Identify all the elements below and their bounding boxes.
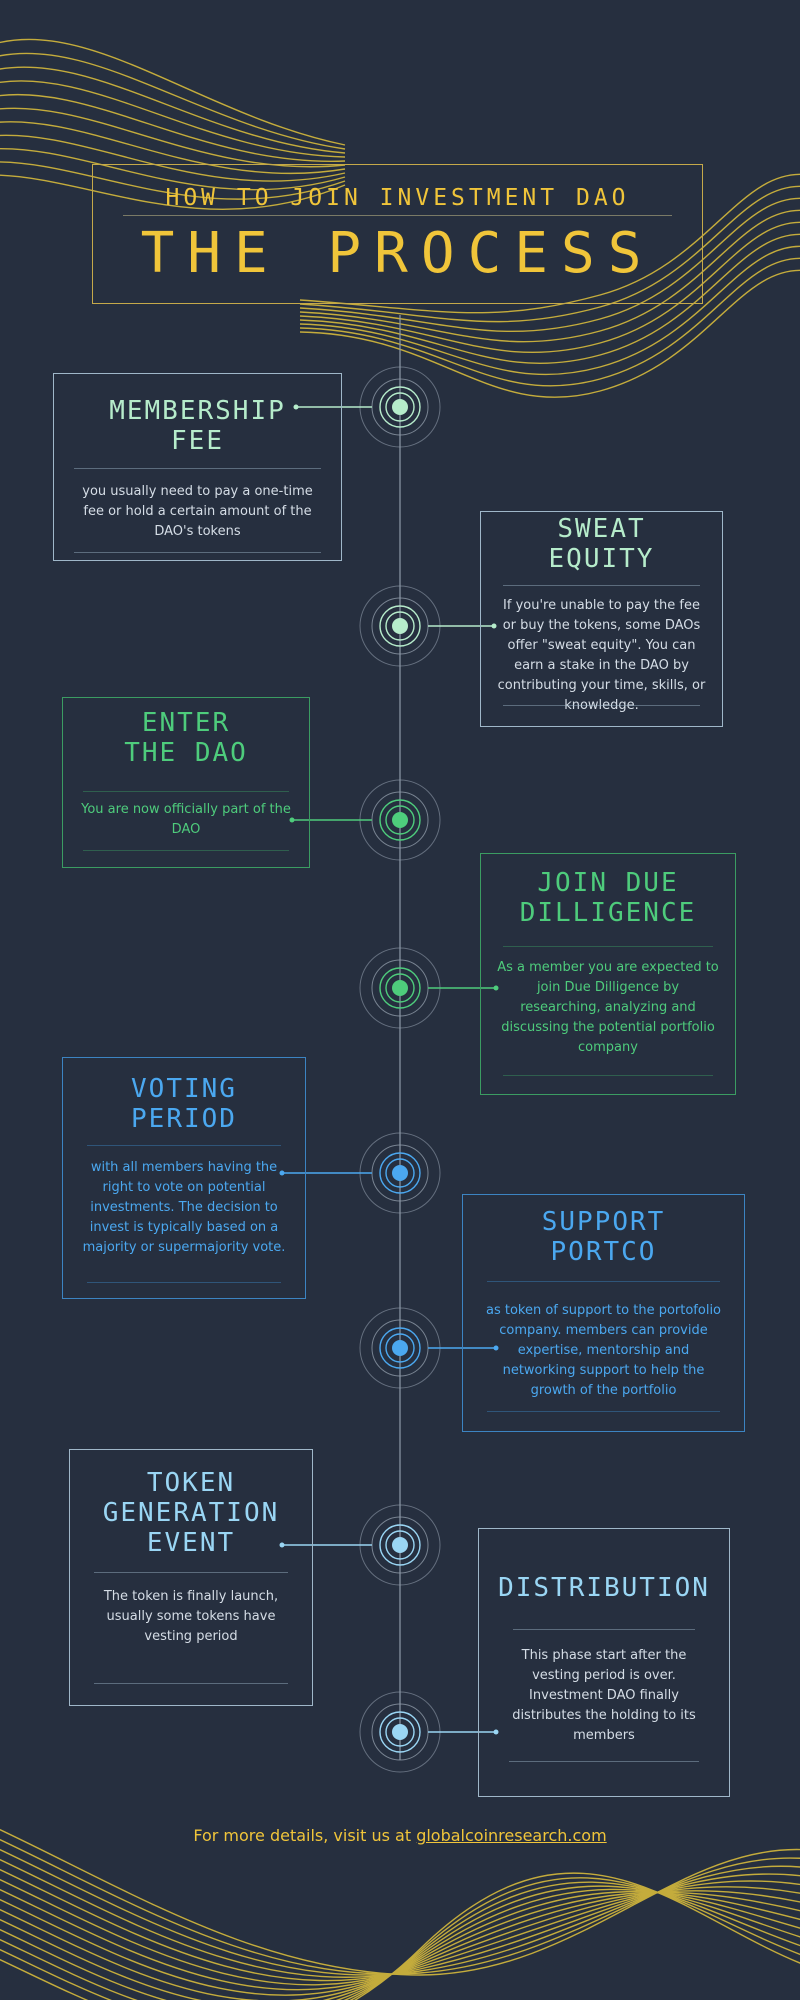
wave-line [0, 1889, 800, 2000]
wave-line [0, 1835, 800, 1974]
step-divider [503, 1075, 713, 1076]
step-divider [74, 468, 321, 469]
step-divider [94, 1572, 288, 1573]
step-description: You are now officially part of the DAO [81, 802, 291, 837]
step-card-enter-the-dao [62, 697, 310, 868]
step-description: If you're unable to pay the fee or buy the tokens, some DAOs offer "sweat equity". You can earn a stake in the DAO by contributing your time, skills, or knowledge. [497, 598, 706, 713]
step-divider [94, 1683, 288, 1684]
step-description: as token of support to the portofolio company. members can provide expertise, mentorship and networking support to help the growth of the portfolio [485, 1303, 722, 1398]
wave-line [0, 1882, 800, 2000]
step-divider [503, 946, 713, 947]
step-title: DISTRIBUTION [498, 1573, 710, 1603]
step-card-sweat-equity [480, 511, 723, 727]
step-title: SWEAT EQUITY [548, 514, 655, 574]
step-card-token-generation-event [69, 1449, 313, 1706]
node-dot [392, 399, 408, 415]
node-dot [392, 1340, 408, 1356]
node-dot [392, 1537, 408, 1553]
step-divider [83, 850, 289, 851]
step-description: As a member you are expected to join Due Dilligence by researching, analyzing and discussing the potential portfolio company [497, 960, 719, 1055]
step-description: you usually need to pay a one-time fee or hold a certain amount of the DAO's tokens [82, 484, 313, 539]
step-title: JOIN DUE DILLIGENCE [519, 868, 697, 928]
step-divider [83, 791, 289, 792]
footer-text: For more details, visit us at [193, 1826, 417, 1845]
node-dot [392, 980, 408, 996]
step-description: with all members having the right to vote on potential investments. The decision to invest is typically based on a majority or supermajority vote. [82, 1160, 286, 1255]
step-divider [503, 585, 700, 586]
step-card-membership-fee [53, 373, 342, 561]
header-subtitle: HOW TO JOIN INVESTMENT DAO [165, 185, 630, 211]
step-divider [87, 1282, 281, 1283]
step-description: The token is finally launch, usually some tokens have vesting period [103, 1589, 279, 1644]
step-divider [513, 1629, 695, 1630]
node-dot [392, 618, 408, 634]
step-card-distribution [478, 1528, 730, 1797]
step-title: TOKEN GENERATION EVENT [102, 1468, 280, 1558]
step-card-support-portco [462, 1194, 745, 1432]
wave-line [0, 95, 345, 162]
footer-link[interactable]: globalcoinresearch.com [416, 1826, 607, 1845]
step-card-join-due-dilligence [480, 853, 736, 1095]
step-title: SUPPORT PORTCO [541, 1207, 666, 1267]
step-title: MEMBERSHIP FEE [109, 396, 286, 456]
step-divider [503, 705, 700, 706]
node-dot [392, 812, 408, 828]
wave-line [0, 53, 345, 149]
step-card-voting-period [62, 1057, 306, 1299]
header-divider [123, 215, 672, 216]
step-title: VOTING PERIOD [131, 1074, 237, 1134]
step-divider [74, 552, 321, 553]
step-title: ENTER THE DAO [124, 708, 248, 768]
footer [0, 1826, 800, 1845]
node-dot [392, 1165, 408, 1181]
page-title: THE PROCESS [140, 221, 655, 286]
step-divider [487, 1411, 720, 1412]
step-description: This phase start after the vesting period is over. Investment DAO finally distributes the holding to its members [512, 1648, 696, 1743]
header-box [92, 164, 703, 304]
wave-line [0, 1855, 800, 1977]
node-dot [392, 1724, 408, 1740]
step-divider [487, 1281, 720, 1282]
step-divider [509, 1761, 699, 1762]
bottom-wave-lines [0, 1825, 800, 2000]
step-divider [87, 1145, 281, 1146]
